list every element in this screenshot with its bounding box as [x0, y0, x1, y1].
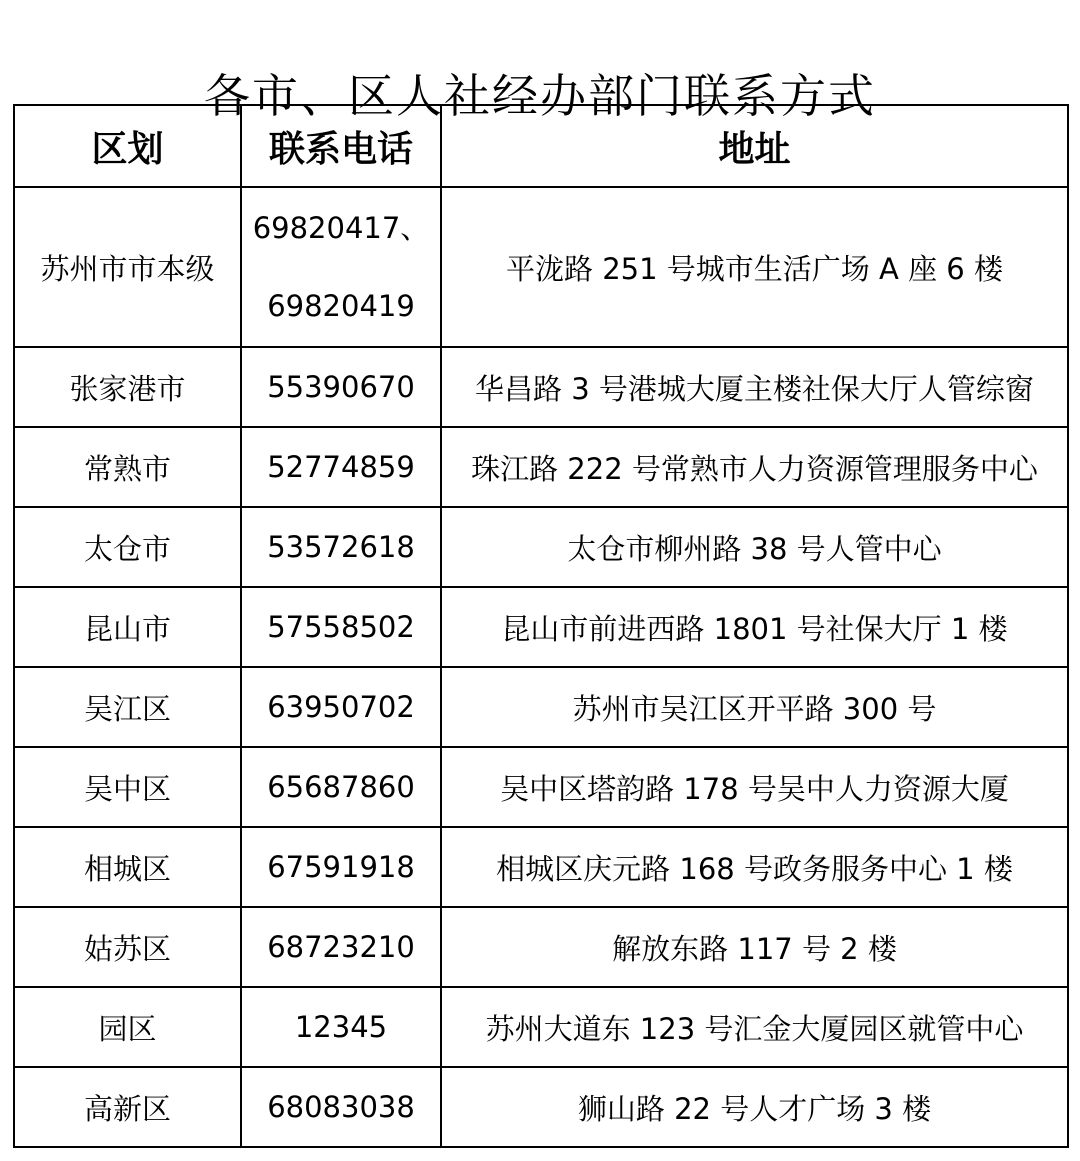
table-row [14, 747, 1068, 827]
phone-cell: 63950702 [241, 667, 441, 747]
district-cell: 昆山市 [14, 587, 241, 667]
table-row [14, 667, 1068, 747]
table-row [14, 987, 1068, 1067]
phone-cell: 52774859 [241, 427, 441, 507]
phone-number: 69820417、 [252, 211, 430, 245]
phone-number: 69820419 [267, 289, 415, 323]
phone-cell: 68723210 [241, 907, 441, 987]
address-cell: 苏州大道东 123 号汇金大厦园区就管中心 [441, 987, 1068, 1067]
address-cell: 吴中区塔韵路 178 号吴中人力资源大厦 [441, 747, 1068, 827]
district-cell: 常熟市 [14, 427, 241, 507]
phone-cell: 57558502 [241, 587, 441, 667]
table-row [14, 827, 1068, 907]
phone-cell: 68083038 [241, 1067, 441, 1147]
district-cell: 姑苏区 [14, 907, 241, 987]
header-district: 区划 [14, 105, 241, 187]
district-cell: 吴江区 [14, 667, 241, 747]
table-row [14, 587, 1068, 667]
address-cell: 相城区庆元路 168 号政务服务中心 1 楼 [441, 827, 1068, 907]
table-header-row [14, 105, 1068, 187]
address-cell: 珠江路 222 号常熟市人力资源管理服务中心 [441, 427, 1068, 507]
table-row [14, 907, 1068, 987]
header-phone: 联系电话 [241, 105, 441, 187]
phone-cell: 55390670 [241, 347, 441, 427]
header-address: 地址 [441, 105, 1068, 187]
table-row [14, 427, 1068, 507]
address-cell: 华昌路 3 号港城大厦主楼社保大厅人管综窗 [441, 347, 1068, 427]
district-cell: 太仓市 [14, 507, 241, 587]
contact-table [13, 104, 1069, 1148]
phone-cell [241, 187, 441, 347]
address-cell: 解放东路 117 号 2 楼 [441, 907, 1068, 987]
table-row [14, 347, 1068, 427]
district-cell: 苏州市市本级 [14, 187, 241, 347]
district-cell: 张家港市 [14, 347, 241, 427]
address-cell: 狮山路 22 号人才广场 3 楼 [441, 1067, 1068, 1147]
phone-cell: 67591918 [241, 827, 441, 907]
table-row [14, 187, 1068, 347]
address-cell: 平泷路 251 号城市生活广场 A 座 6 楼 [441, 187, 1068, 347]
address-cell: 太仓市柳州路 38 号人管中心 [441, 507, 1068, 587]
table-row [14, 507, 1068, 587]
phone-cell: 12345 [241, 987, 441, 1067]
district-cell: 相城区 [14, 827, 241, 907]
page-title: 各市、区人社经办部门联系方式 [204, 68, 876, 123]
phone-cell: 65687860 [241, 747, 441, 827]
address-cell: 昆山市前进西路 1801 号社保大厅 1 楼 [441, 587, 1068, 667]
district-cell: 园区 [14, 987, 241, 1067]
phone-cell: 53572618 [241, 507, 441, 587]
district-cell: 吴中区 [14, 747, 241, 827]
district-cell: 高新区 [14, 1067, 241, 1147]
address-cell: 苏州市吴江区开平路 300 号 [441, 667, 1068, 747]
table-row [14, 1067, 1068, 1147]
